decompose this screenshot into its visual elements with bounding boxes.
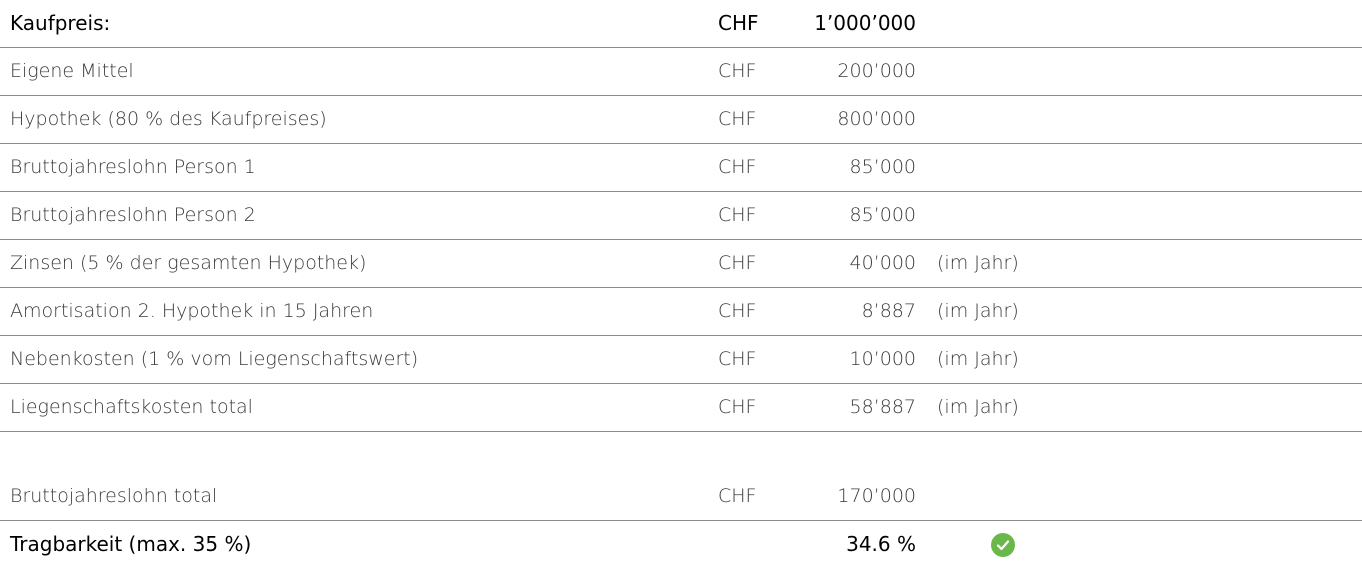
row-note: (im Jahr) <box>937 396 1019 418</box>
row-affordability <box>0 521 1362 568</box>
row-label: Bruttojahreslohn Person 2 <box>10 204 256 226</box>
row-purchase-price <box>0 0 1362 48</box>
row-own-funds <box>0 48 1362 96</box>
row-currency: CHF <box>718 348 757 370</box>
row-currency: CHF <box>718 108 757 130</box>
row-amortisation <box>0 288 1362 336</box>
row-currency: CHF <box>718 156 757 178</box>
row-amount: 800’000 <box>837 108 916 130</box>
affordability-value: 34.6 % <box>846 532 916 556</box>
row-currency: CHF <box>718 60 757 82</box>
check-circle-icon <box>991 533 1015 557</box>
row-currency: CHF <box>718 11 759 35</box>
row-label: Nebenkosten (1 % vom Liegenschaftswert) <box>10 348 419 370</box>
row-amount: 1’000’000 <box>814 11 916 35</box>
row-label: Hypothek (80 % des Kaufpreises) <box>10 108 327 130</box>
row-amount: 58’887 <box>849 396 916 418</box>
row-note: (im Jahr) <box>937 252 1019 274</box>
row-currency: CHF <box>718 252 757 274</box>
row-label: Eigene Mittel <box>10 60 134 82</box>
row-amount: 170’000 <box>837 485 916 507</box>
row-label: Kaufpreis: <box>10 11 111 35</box>
row-amount: 40’000 <box>849 252 916 274</box>
row-note: (im Jahr) <box>937 300 1019 322</box>
row-currency: CHF <box>718 396 757 418</box>
row-salary-person-2 <box>0 192 1362 240</box>
row-ancillary-costs <box>0 336 1362 384</box>
row-amount: 85’000 <box>849 204 916 226</box>
affordability-label: Tragbarkeit (max. 35 %) <box>10 532 252 556</box>
row-currency: CHF <box>718 485 757 507</box>
row-amount: 200’000 <box>837 60 916 82</box>
row-income-total <box>0 432 1362 521</box>
row-label: Bruttojahreslohn Person 1 <box>10 156 256 178</box>
row-amount: 10’000 <box>849 348 916 370</box>
row-currency: CHF <box>718 204 757 226</box>
row-currency: CHF <box>718 300 757 322</box>
row-note: (im Jahr) <box>937 348 1019 370</box>
row-amount: 85’000 <box>849 156 916 178</box>
row-label: Bruttojahreslohn total <box>10 485 218 507</box>
row-mortgage <box>0 96 1362 144</box>
row-interest <box>0 240 1362 288</box>
row-property-costs-total <box>0 384 1362 432</box>
row-amount: 8’887 <box>861 300 916 322</box>
row-label: Zinsen (5 % der gesamten Hypothek) <box>10 252 367 274</box>
row-label: Amortisation 2. Hypothek in 15 Jahren <box>10 300 374 322</box>
row-label: Liegenschaftskosten total <box>10 396 253 418</box>
row-salary-person-1 <box>0 144 1362 192</box>
